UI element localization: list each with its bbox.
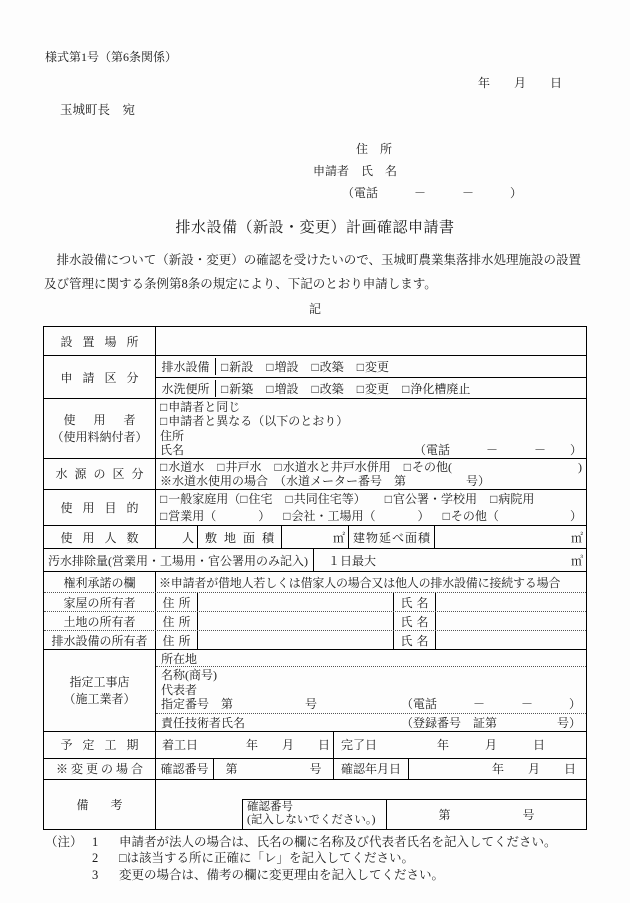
row-occupancy <box>44 525 586 548</box>
checkbox-icon: □ <box>160 508 168 523</box>
house-owner-address-field[interactable] <box>198 593 394 611</box>
office-confirmation-label: 確認番号 (記入しないでください。) <box>243 800 387 829</box>
row-contractor <box>44 649 586 731</box>
confirmation-number-field[interactable]: 第 号 <box>214 759 334 779</box>
checkbox-option[interactable] <box>160 460 204 474</box>
owner-name-label: 氏名 <box>394 593 436 611</box>
application-class-label: 申請区分 <box>44 356 156 398</box>
toilet-sublabel: 水洗便所 <box>156 380 216 397</box>
occupancy-label: 使用人数 <box>44 526 156 548</box>
row-purpose <box>44 489 586 525</box>
option-label: その他( <box>412 459 453 474</box>
confirmation-date-field[interactable]: 年 月 日 <box>491 762 576 777</box>
checkbox-option[interactable] <box>312 380 344 397</box>
checkbox-option[interactable] <box>312 358 344 375</box>
contractor-phone: （電話 － － ） <box>400 697 581 712</box>
checkbox-option[interactable] <box>160 491 240 508</box>
water-source-label: 水源の区分 <box>44 459 156 489</box>
contractor-mid-block <box>156 666 586 713</box>
owner-name-label: 氏名 <box>394 612 436 630</box>
applicant-name-line <box>313 160 630 182</box>
note-item <box>45 867 630 883</box>
row-installation-location <box>44 327 586 355</box>
checkbox-icon: □ <box>160 400 168 414</box>
checkbox-icon: □ <box>266 360 274 374</box>
purpose-body <box>156 490 586 525</box>
option-label: 共同住宅等） <box>293 492 366 507</box>
checkbox-icon: □ <box>160 414 168 429</box>
water-meter-note: ※水道水使用の場合 （水道メーター番号 第 号） <box>160 473 491 488</box>
note-text: 変更の場合は、備考の欄に変更理由を記入してください。 <box>119 867 445 882</box>
applicant-prefix: 申請者 <box>313 164 350 178</box>
owner-address-label: 住所 <box>156 612 198 630</box>
checkbox-icon: □ <box>274 459 282 474</box>
occupancy-people-field[interactable] <box>156 526 198 548</box>
note-item <box>45 834 630 850</box>
user-address-line[interactable] <box>160 429 582 443</box>
note-number: 1 <box>92 834 99 849</box>
checkbox-icon: □ <box>160 459 168 474</box>
user-sublabel: （使用料納付者） <box>51 430 148 445</box>
date-line: 年 月 日 <box>477 76 562 90</box>
purpose-label: 使用目的 <box>44 490 156 525</box>
option-label: 住宅 <box>248 492 273 507</box>
checkbox-option[interactable] <box>217 460 261 474</box>
option-label: 井戸水 <box>225 459 262 474</box>
drainage-owner-name-field[interactable] <box>436 631 586 649</box>
addressee: 玉城町長 宛 <box>60 103 136 117</box>
engineer-registration: （登録番号 証第 号） <box>400 715 581 730</box>
checkbox-icon: □ <box>403 459 412 474</box>
option-label: 新設 <box>229 360 254 374</box>
drainage-owner-label: 排水設備の所有者 <box>44 631 156 649</box>
user-label: 使用者 （使用料納付者） <box>44 399 156 458</box>
sewage-volume-field[interactable] <box>314 549 586 571</box>
checkbox-option[interactable] <box>266 358 298 375</box>
user-phone: （電話 － － ） <box>413 443 582 458</box>
water-source-options <box>160 460 582 474</box>
sewage-volume-label: 汚水排除量(営業用・工場用・官公署用のみ記入) <box>44 549 314 571</box>
row-rights-consent <box>44 571 586 592</box>
schedule-start-field[interactable]: 着工日 年 月 日 <box>156 732 334 758</box>
site-area-label: 敷地面積 <box>198 526 282 548</box>
checkbox-option[interactable] <box>357 380 389 397</box>
document-title: 排水設備（新設・変更）計画確認申請書 <box>175 220 455 236</box>
row-user <box>44 398 586 458</box>
drainage-owner-address-field[interactable] <box>198 631 394 649</box>
owner-address-label: 住所 <box>156 631 198 649</box>
row-drainage-owner <box>44 630 586 649</box>
checkbox-icon: □ <box>442 508 450 523</box>
house-owner-name-field[interactable] <box>436 593 586 611</box>
user-body <box>156 399 586 458</box>
option-label: 申請者と同じ <box>168 400 241 414</box>
checkbox-option[interactable] <box>490 491 534 508</box>
intro-paragraph <box>0 248 630 296</box>
unit-square-meter: ㎡ <box>570 530 583 545</box>
water-source-body <box>156 459 586 489</box>
row-house-owner <box>44 592 586 611</box>
checkbox-option[interactable] <box>221 380 253 397</box>
checkbox-icon: □ <box>221 360 229 374</box>
checkbox-option[interactable] <box>402 380 470 397</box>
contractor-name-line[interactable]: 名称(商号) <box>161 668 217 683</box>
checkbox-icon: □ <box>160 492 168 507</box>
application-form-table <box>43 326 587 830</box>
note-text: □は該当する所に正確に「レ」を記入してください。 <box>119 851 415 866</box>
owner-address-label: 住所 <box>156 593 198 611</box>
note-number: 3 <box>92 867 99 882</box>
toilet-options <box>216 380 586 397</box>
checkbox-icon: □ <box>311 381 319 396</box>
row-water-source <box>44 458 586 489</box>
row-change-case <box>44 758 586 779</box>
change-case-label: ※変更の場合 <box>44 759 156 779</box>
checkbox-icon: □ <box>217 459 225 474</box>
checkbox-option[interactable] <box>283 508 375 525</box>
note-number: 2 <box>92 851 99 866</box>
checkbox-option[interactable] <box>286 491 366 508</box>
remarks-label: 備考 <box>44 780 156 829</box>
note-item <box>45 850 630 866</box>
option-label: 改築 <box>319 360 344 374</box>
checkbox-icon: □ <box>266 381 274 396</box>
checkbox-icon: □ <box>221 381 229 396</box>
checkbox-icon: □ <box>240 492 248 507</box>
user-name-line[interactable] <box>160 443 582 457</box>
option-label: 改築 <box>319 381 344 396</box>
option-label: 水道水 <box>168 459 205 474</box>
rights-consent-note: ※申請者が借地人若しくは借家人の場合又は他人の排水設備に接続する場合 <box>159 575 561 590</box>
installation-location-field[interactable] <box>156 327 586 355</box>
note-text: 申請者が法人の場合は、氏名の欄に名称及び代表者氏名を記入してください。 <box>119 834 557 849</box>
contractor-engineer-line[interactable]: 責任技術者氏名 （登録番号 証第 号） <box>156 713 586 731</box>
applicant-address-label: 住 所 <box>356 142 393 156</box>
checkbox-option[interactable] <box>404 460 452 474</box>
option-label: 新築 <box>229 381 254 396</box>
option-label: 一般家庭用（ <box>168 492 241 507</box>
row-sewage-volume <box>44 548 586 571</box>
drainage-class-row <box>156 356 586 377</box>
row-schedule <box>44 731 586 758</box>
land-owner-label: 土地の所有者 <box>44 612 156 630</box>
close-paren: ) <box>578 459 582 474</box>
checkbox-option[interactable] <box>221 358 253 375</box>
applicant-block <box>313 138 630 204</box>
checkbox-icon: □ <box>356 360 365 374</box>
form-number: 様式第1号（第6条関係） <box>45 50 178 64</box>
option-label: 病院用 <box>498 492 535 507</box>
option-label: 申請者と異なる（以下のとおり） <box>168 414 349 429</box>
applicant-phone: （電話 － － ） <box>342 186 523 200</box>
user-address-label: 住所 <box>160 428 185 443</box>
option-label: 官公署・学校用 <box>393 492 478 507</box>
contractor-address-label: 所在地 <box>161 651 198 666</box>
rights-consent-label: 権利承諾の欄 <box>44 572 156 592</box>
drainage-options <box>216 358 586 375</box>
checkbox-option[interactable] <box>275 460 391 474</box>
purpose-line-2 <box>160 508 582 525</box>
schedule-label: 予定工期 <box>44 732 156 758</box>
land-owner-name-field[interactable] <box>436 612 586 630</box>
unit-square-meter: ㎡ <box>332 530 345 545</box>
close-paren: ） <box>258 508 271 523</box>
contractor-address-line[interactable] <box>156 650 586 666</box>
drainage-sublabel: 排水設備 <box>156 358 216 375</box>
remarks-field[interactable] <box>156 780 586 829</box>
sewage-daily-max-label: １日最大 <box>328 553 377 568</box>
checkbox-icon: □ <box>490 492 498 507</box>
contractor-body <box>156 650 586 731</box>
applicant-name-label: 氏 名 <box>361 164 398 178</box>
option-label: 水道水と井戸水併用 <box>282 459 391 474</box>
checkbox-option[interactable] <box>160 508 216 525</box>
office-confirmation-box <box>242 799 586 829</box>
option-label: 増設 <box>274 381 299 396</box>
intro-line: 排水設備について（新設・変更）の確認を受けたいので、玉城町農業集落排水処理施設の設置 <box>44 253 582 267</box>
confirmation-date-label: 確認年月日 <box>334 759 409 779</box>
option-label: その他（ <box>450 508 499 523</box>
footer-notes <box>0 834 630 883</box>
user-name-label: 氏名 <box>160 443 185 458</box>
option-label: 浄化槽廃止 <box>410 381 471 396</box>
checkbox-option[interactable] <box>443 508 499 525</box>
installation-location-label: 設置場所 <box>44 327 156 355</box>
option-label: 営業用（ <box>168 508 217 523</box>
schedule-end-field[interactable]: 完了日 年 月 日 <box>341 738 546 753</box>
checkbox-option[interactable] <box>357 358 389 375</box>
note-prefix: （注） <box>45 834 83 849</box>
checkbox-option[interactable] <box>160 414 582 428</box>
site-area-field[interactable] <box>282 526 349 548</box>
purpose-line-1 <box>160 491 582 508</box>
option-label: 増設 <box>274 360 299 374</box>
checkbox-icon: □ <box>384 492 393 507</box>
confirmation-number-label: 確認番号 <box>156 759 214 779</box>
contractor-designation-line[interactable]: 指定番号 第 号 （電話 － － ） <box>161 697 581 712</box>
floor-area-field[interactable] <box>435 526 586 548</box>
unit-cubic-meter: ㎥ <box>570 553 583 568</box>
toilet-class-row <box>156 377 586 398</box>
checkbox-icon: □ <box>311 360 319 374</box>
checkbox-option[interactable] <box>240 491 272 508</box>
close-paren: ） <box>569 508 582 523</box>
floor-area-label: 建物延べ面積 <box>349 526 435 548</box>
option-label: 変更 <box>365 360 390 374</box>
office-confirmation-number: 第 号 <box>438 807 535 822</box>
contractor-label: 指定工事店 （施工業者） <box>44 650 156 731</box>
row-application-class <box>44 355 586 398</box>
unit-people: 人 <box>181 530 194 545</box>
land-owner-address-field[interactable] <box>198 612 394 630</box>
row-land-owner <box>44 611 586 630</box>
option-label: 会社・工場用（ <box>291 508 376 523</box>
contractor-representative-line[interactable]: 代表者 <box>161 682 198 697</box>
checkbox-option[interactable] <box>160 400 582 414</box>
row-remarks <box>44 779 586 829</box>
checkbox-icon: □ <box>402 381 410 396</box>
record-mark: 記 <box>308 302 321 316</box>
checkbox-option[interactable] <box>385 491 477 508</box>
owner-name-label: 氏名 <box>394 631 436 649</box>
option-label: 変更 <box>365 381 390 396</box>
intro-line: 及び管理に関する条例第8条の規定により、下記のとおり申請します。 <box>44 277 437 291</box>
checkbox-icon: □ <box>283 508 291 523</box>
application-class-body <box>156 356 586 398</box>
house-owner-label: 家屋の所有者 <box>44 593 156 611</box>
checkbox-icon: □ <box>285 492 293 507</box>
close-paren: ） <box>417 508 430 523</box>
checkbox-option[interactable] <box>266 380 298 397</box>
checkbox-icon: □ <box>356 381 365 396</box>
